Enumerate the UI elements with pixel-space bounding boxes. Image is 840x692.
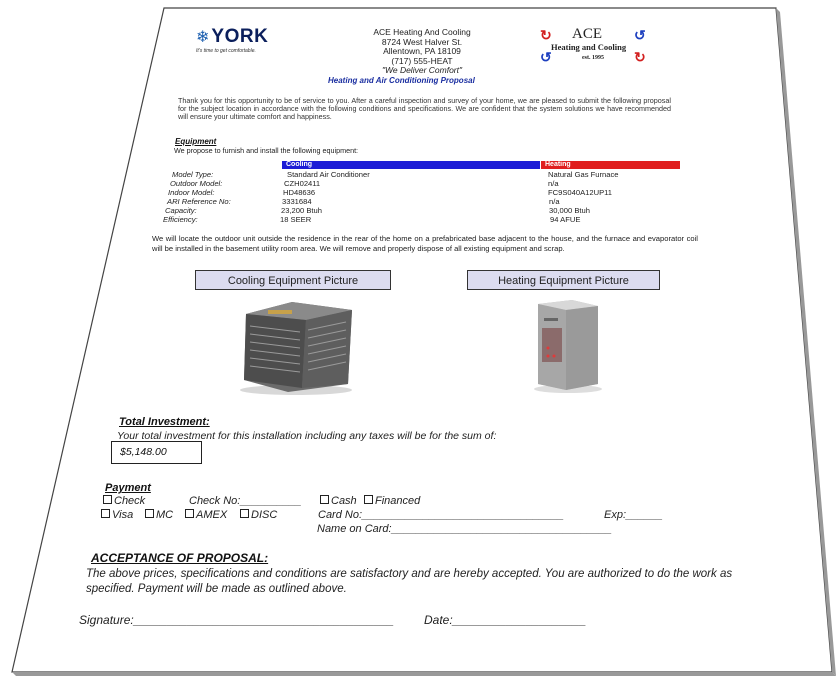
amex-option[interactable]: [185, 509, 227, 521]
date-field[interactable]: Date:____________________: [424, 613, 587, 627]
arrow-blue-icon: ↺: [634, 27, 646, 43]
acceptance-text: The above prices, specifications and conditions are satisfactory and are hereby accepted. You are authorized to do the work as specified. Payment will be made as outlined above.: [86, 568, 733, 595]
investment-heading: Total Investment:: [119, 416, 210, 428]
ace-established: est. 1995: [582, 55, 604, 61]
ace-subtitle: Heating and Cooling: [551, 42, 627, 52]
arrow-red-icon: ↻: [634, 49, 646, 65]
spec-cooling-value: 23,200 Btuh: [281, 206, 322, 215]
air-conditioner-image: [236, 296, 356, 396]
york-brand: YORK: [211, 26, 269, 47]
checkbox[interactable]: [103, 495, 112, 504]
cash-option[interactable]: [320, 495, 357, 507]
spec-cooling-value: CZH02411: [284, 179, 321, 188]
investment-text: Your total investment for this installation including any taxes will be for the sum of:: [117, 430, 497, 442]
york-logo: [196, 26, 269, 54]
arrow-red-icon: ↻: [540, 27, 552, 43]
company-line: 8724 West Halver St.: [381, 36, 463, 47]
spec-heating-value: Natural Gas Furnace: [548, 170, 619, 179]
ace-name: ACE: [572, 26, 602, 42]
mc-option[interactable]: [145, 509, 173, 521]
checkbox[interactable]: [320, 495, 329, 504]
spec-cooling-value: 18 SEER: [280, 215, 312, 224]
spec-heating-value: 30,000 Btuh: [549, 206, 590, 215]
financed-label: Financed: [375, 495, 421, 507]
visa-label: Visa: [112, 509, 134, 521]
spec-heating-value: FC9S040A12UP11: [548, 188, 613, 197]
furnace-image: [528, 298, 608, 394]
spec-cooling-value: HD48636: [283, 188, 316, 197]
disc-label: DISC: [251, 509, 278, 521]
company-address: [332, 28, 512, 76]
expiration-field[interactable]: Exp:______: [604, 509, 663, 521]
spec-heating-value: 94 AFUE: [550, 215, 581, 224]
checkbox[interactable]: [364, 495, 373, 504]
cooling-header-bar: Cooling: [282, 161, 540, 169]
checkbox[interactable]: [240, 509, 249, 518]
spec-cooling-value: 3331684: [282, 197, 312, 206]
company-line: "We Deliver Comfort": [381, 65, 463, 75]
location-note: We will locate the outdoor unit outside the residence in the rear of the home on a prefabricated base adjacent to the house, and the furnace and evaporator coil will be installed in the basement utility room area. We will remove and properly dispose of all existing equipment and scrap.: [152, 234, 698, 253]
spec-cooling-value: Standard Air Conditioner: [287, 170, 370, 179]
acceptance-heading: ACCEPTANCE OF PROPOSAL:: [91, 551, 269, 565]
financed-option[interactable]: [364, 495, 420, 507]
spec-heating-value: n/a: [549, 197, 560, 206]
check-number-field[interactable]: Check No:__________: [189, 495, 302, 507]
investment-amount: $5,148.00: [111, 441, 202, 464]
spec-label: Capacity:: [165, 206, 197, 215]
spec-label: Outdoor Model:: [170, 179, 223, 188]
checkbox[interactable]: [145, 509, 154, 518]
arrow-blue-icon: ↺: [540, 49, 552, 65]
company-line: ACE Heating And Cooling: [373, 27, 471, 37]
spec-label: ARI Reference No:: [167, 197, 231, 206]
equipment-subheading: We propose to furnish and install the following equipment:: [174, 146, 359, 155]
spec-heating-value: n/a: [548, 179, 559, 188]
spec-label: Indoor Model:: [168, 188, 215, 197]
amex-label: AMEX: [196, 509, 228, 521]
checkbox[interactable]: [185, 509, 194, 518]
company-line: Allentown, PA 18109: [383, 46, 461, 56]
name-on-card-field[interactable]: Name on Card:____________________________________: [317, 523, 612, 535]
intro-paragraph: Thank you for this opportunity to be of service to you. After a careful inspection and survey of your home, we are pleased to submit the following proposal for the subject location in accordance with the following conditions and specifications. We are confident that the system solutions we have recommended will ensure your ultimate comfort and happiness.: [178, 96, 671, 121]
card-number-field[interactable]: Card No:_________________________________: [318, 509, 564, 521]
check-option[interactable]: [103, 495, 145, 507]
heating-picture-label: Heating Equipment Picture: [467, 270, 660, 290]
cash-label: Cash: [331, 495, 357, 507]
snowflake-icon: ❄: [196, 29, 210, 46]
disc-option[interactable]: [240, 509, 277, 521]
equipment-heading: Equipment: [175, 137, 217, 146]
visa-option[interactable]: [101, 509, 133, 521]
cooling-picture-label: Cooling Equipment Picture: [195, 270, 391, 290]
heating-header-bar: Heating: [541, 161, 680, 169]
checkbox[interactable]: [101, 509, 110, 518]
signature-field[interactable]: Signature:_______________________________________: [79, 613, 394, 627]
company-line: (717) 555-HEAT: [391, 55, 453, 66]
payment-heading: Payment: [105, 482, 151, 494]
mc-label: MC: [156, 509, 174, 521]
spec-label: Efficiency:: [163, 215, 198, 224]
york-tagline: It's time to get comfortable.: [196, 48, 256, 54]
check-label: Check: [114, 495, 146, 507]
spec-label: Model Type:: [172, 170, 214, 179]
proposal-title: Heating and Air Conditioning Proposal: [328, 76, 475, 85]
ace-logo: [538, 26, 656, 66]
